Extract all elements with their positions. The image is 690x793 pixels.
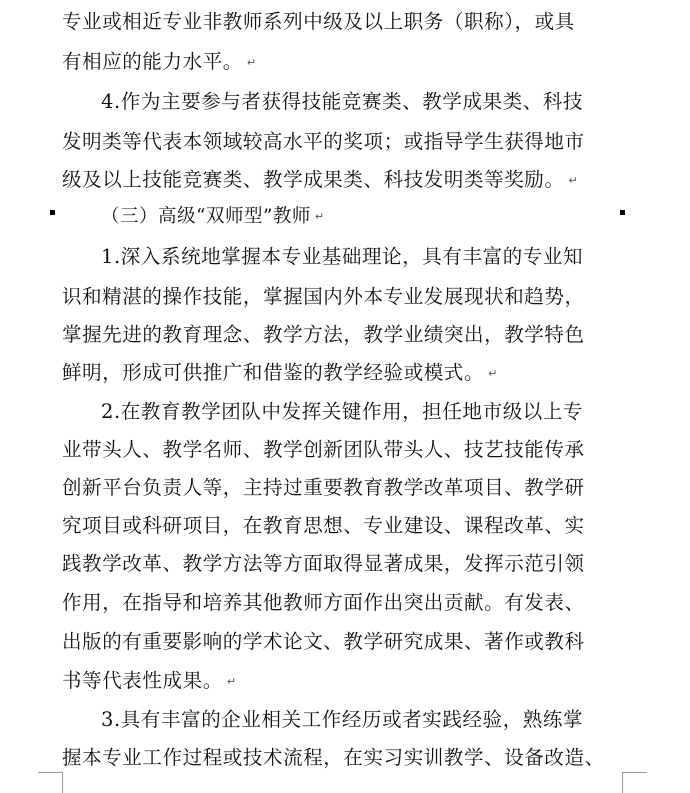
text-line: 鲜明，形成可供推广和借鉴的教学经验或模式。 ↵	[62, 361, 498, 384]
text-line: 4.作为主要参与者获得技能竞赛类、教学成果类、科技	[101, 90, 584, 113]
text-line: 有相应的能力水平。 ↵	[62, 50, 257, 73]
text-line: 作用，在指导和培养其他教师方面作出突出贡献。有发表、	[62, 591, 585, 614]
text-line: 掌握先进的教育理念、教学方法，教学业绩突出，教学特色	[62, 323, 585, 346]
text-line: 业带头人、教学名师、教学创新团队带头人、技艺技能传承	[62, 438, 585, 461]
text-line: 究项目或科研项目，在教育思想、专业建设、课程改革、实	[62, 514, 585, 537]
paragraph-mark-icon: ↵	[488, 366, 498, 380]
text-line: 书等代表性成果。 ↵	[62, 669, 237, 692]
text-line: 识和精湛的操作技能，掌握国内外本专业发展现状和趋势，	[62, 285, 585, 308]
text-line: 级及以上技能竞赛类、教学成果类、科技发明类等奖励。 ↵	[62, 168, 579, 191]
text-line: 创新平台负责人等，主持过重要教育教学改革项目、教学研	[62, 476, 585, 499]
selection-handle-left[interactable]	[50, 210, 55, 215]
text-line: 专业或相近专业非教师系列中级及以上职务（职称），或具	[62, 10, 575, 33]
page-margin-corner-right	[622, 772, 647, 793]
selection-handle-right[interactable]	[620, 210, 625, 215]
text-line: 2.在教育教学团队中发挥关键作用，担任地市级以上专	[101, 400, 584, 423]
text-line: 3.具有丰富的企业相关工作经历或者实践经验，熟练掌	[101, 708, 584, 731]
section-heading: （三）高级“双师型”教师 ↵	[101, 206, 325, 227]
text-line: 践教学改革、教学方法等方面取得显著成果，发挥示范引领	[62, 552, 585, 575]
paragraph-mark-icon: ↵	[568, 173, 579, 187]
text-line: 发明类等代表本领域较高水平的奖项；或指导学生获得地市	[62, 130, 585, 153]
paragraph-mark-icon: ↵	[226, 674, 237, 688]
page-margin-corner-left	[38, 772, 63, 793]
text-line: 1.深入系统地掌握本专业基础理论，具有丰富的专业知	[101, 245, 584, 268]
paragraph-mark-icon: ↵	[246, 55, 257, 69]
text-line: 出版的有重要影响的学术论文、教学研究成果、著作或教科	[62, 630, 585, 653]
paragraph-mark-icon: ↵	[314, 210, 325, 223]
text-line: 握本专业工作过程或技术流程，在实习实训教学、设备改造、	[62, 746, 605, 769]
